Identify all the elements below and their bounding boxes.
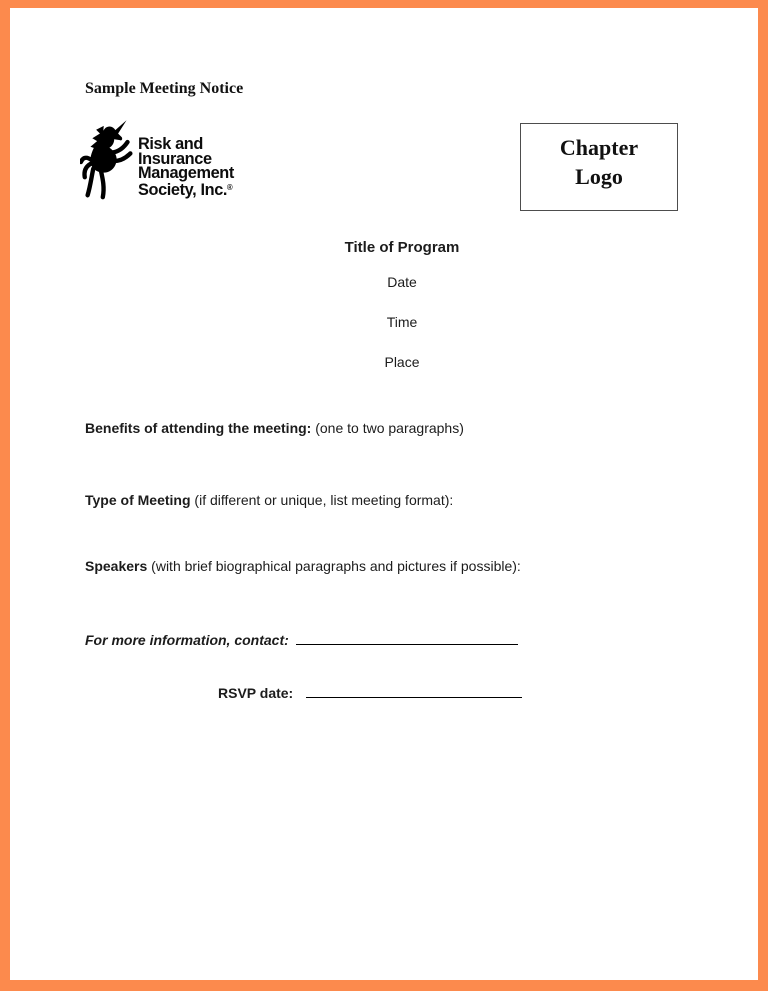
chapter-logo-placeholder-box — [520, 123, 678, 211]
org-logo-line: Risk and — [138, 134, 203, 153]
rsvp-line — [218, 683, 522, 702]
rsvp-date-label: RSVP date: — [218, 685, 294, 701]
program-time-placeholder: Time — [386, 314, 418, 330]
unicorn-icon — [80, 120, 137, 204]
document-title: Sample Meeting Notice — [85, 80, 244, 97]
contact-line — [85, 630, 518, 649]
registered-trademark-symbol: ® — [227, 182, 233, 192]
program-place-placeholder: Place — [384, 354, 420, 370]
speakers-label: Speakers — [85, 558, 148, 574]
org-logo-wordmark — [138, 134, 234, 199]
meeting-type-note: (if different or unique, list meeting format): — [190, 492, 454, 508]
meeting-type-label: Type of Meeting — [85, 492, 191, 508]
org-logo-line: Management — [138, 163, 234, 182]
speakers-section-line — [85, 558, 521, 575]
program-date-placeholder: Date — [387, 274, 417, 290]
speakers-note: (with brief biographical paragraphs and pictures if possible): — [147, 558, 521, 574]
benefits-label: Benefits of attending the meeting: — [85, 420, 312, 436]
contact-label: For more information, contact: — [85, 632, 289, 648]
contact-blank-line — [296, 630, 518, 645]
rsvp-blank-line — [306, 683, 522, 698]
org-logo-line: Society, Inc.® — [138, 179, 233, 199]
benefits-section-line — [85, 420, 464, 437]
org-logo-line: Insurance — [138, 148, 212, 168]
meeting-type-section-line — [85, 492, 453, 509]
chapter-logo-text-line: Chapter — [559, 135, 639, 160]
program-title-placeholder: Title of Program — [344, 239, 460, 256]
benefits-note: (one to two paragraphs) — [311, 420, 464, 436]
chapter-logo-text-line: Logo — [575, 164, 623, 189]
